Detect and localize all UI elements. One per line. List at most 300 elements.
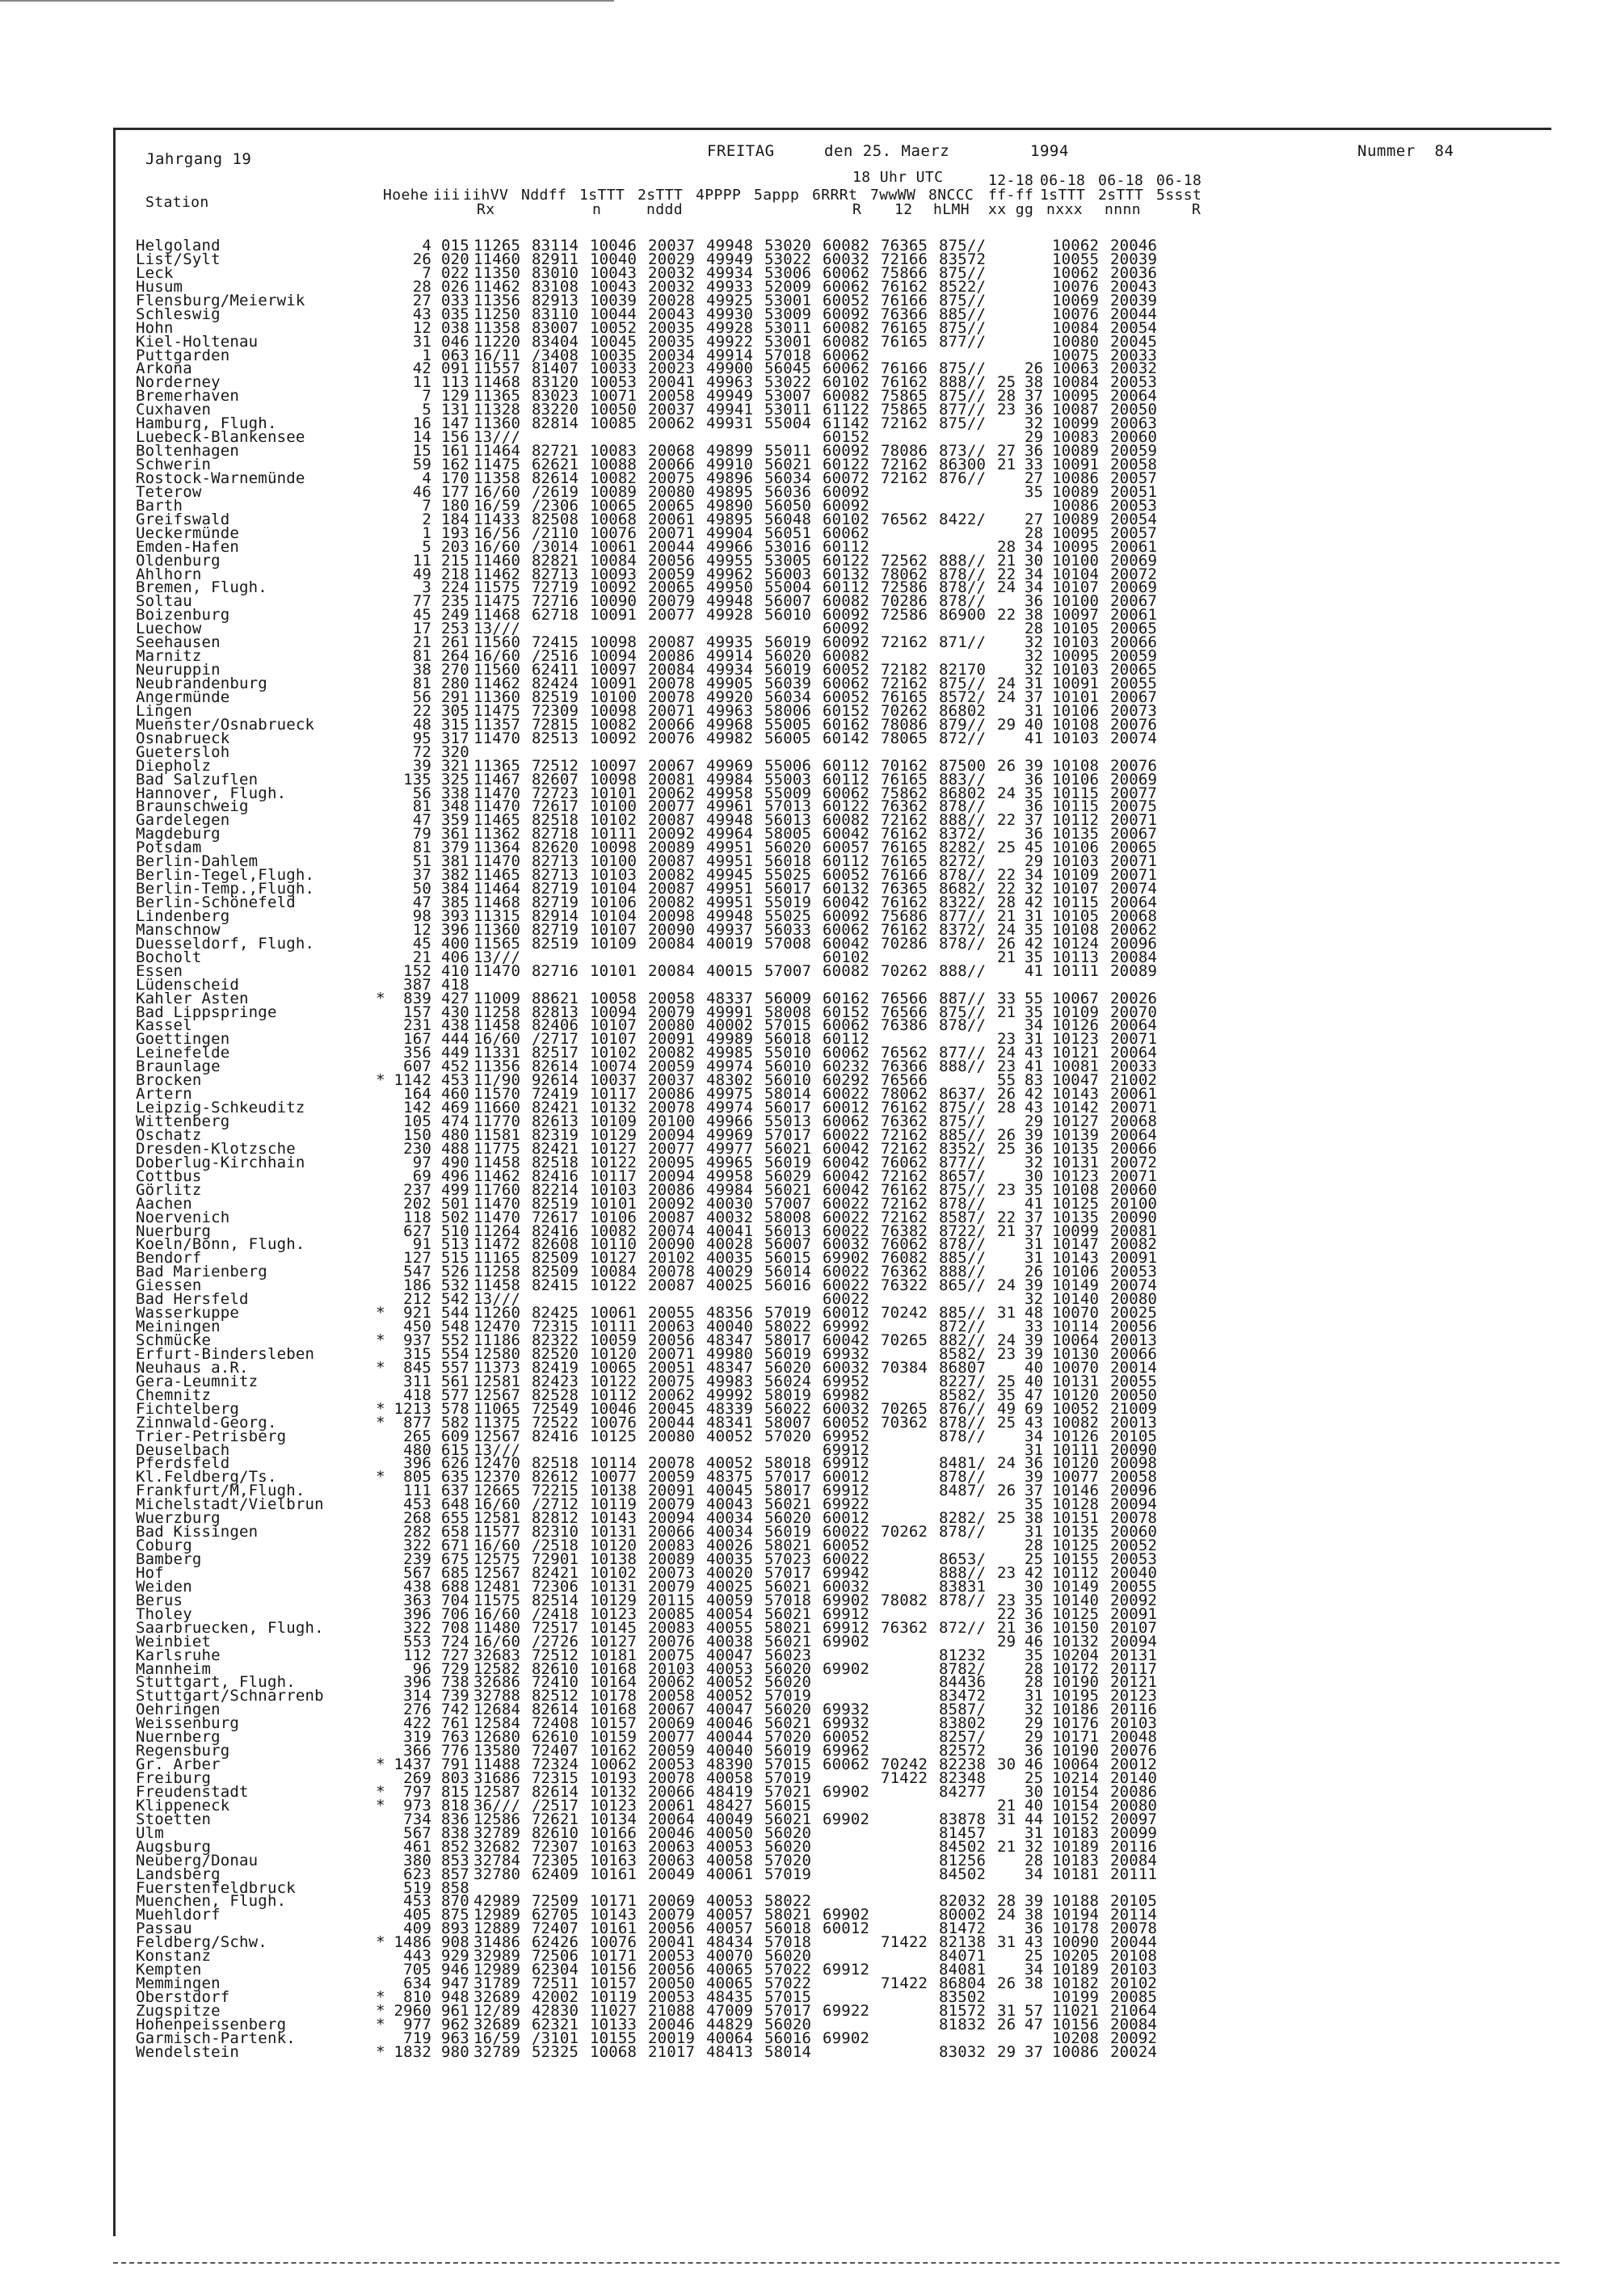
tmin-cell: 20050 <box>1110 401 1158 419</box>
iihvv-cell: 11775 <box>473 1139 521 1158</box>
gust-cell: 47 <box>1025 2015 1044 2033</box>
wwww-cell: 70242 <box>881 1756 928 1774</box>
rrrt-cell: 60012 <box>823 1509 870 1528</box>
high-station-mark-cell <box>370 540 391 554</box>
high-station-mark-cell <box>370 923 391 937</box>
rrrt-cell: 60022 <box>823 1208 870 1226</box>
iihvv-cell: 11470 <box>473 729 521 747</box>
hoehe-cell: 50 <box>412 880 431 898</box>
iihvv-cell: 12989 <box>473 1906 521 1924</box>
tmax-cell: 10172 <box>1052 1659 1100 1678</box>
tttt2-cell: 20077 <box>648 797 696 816</box>
high-station-mark-cell <box>370 965 391 978</box>
snow-cell <box>1168 595 1227 608</box>
snow-cell <box>1168 1813 1227 1827</box>
nccc-cell: 885// <box>939 305 987 323</box>
nccc-cell: 871// <box>939 633 987 652</box>
nccc-cell: 888// <box>939 551 987 570</box>
ff-max-cell: 25 <box>997 373 1016 392</box>
tttt2-cell: 20063 <box>648 1851 696 1869</box>
tttt2-cell: 20075 <box>648 1646 696 1664</box>
station-name-cell: Ueckermünde <box>136 524 240 542</box>
tttt2-cell: 20049 <box>648 1865 696 1883</box>
tttt2-cell: 20065 <box>648 578 696 597</box>
tttt1-cell: 10091 <box>590 606 638 624</box>
nddff-cell: 82322 <box>532 1331 579 1349</box>
tmax-cell: 10047 <box>1052 1071 1100 1090</box>
ff-max-cell: 24 <box>997 675 1016 692</box>
tttt2-cell: 20041 <box>648 1933 696 1952</box>
cell-spacer <box>431 1949 441 1963</box>
hoehe-cell: 11 <box>412 551 431 570</box>
ffff-header: ff-ff <box>988 187 1034 204</box>
gust-cell <box>1025 239 1052 253</box>
rrrt-cell: 60052 <box>823 1413 870 1432</box>
tmax-cell: 10106 <box>1052 701 1100 720</box>
gust-cell: 36 <box>1025 1742 1044 1760</box>
nccc-cell: 86300 <box>939 456 987 473</box>
tttt1-cell: 10119 <box>590 1988 638 2006</box>
ff-max-cell: 24 <box>997 1454 1016 1473</box>
ff-max-cell: 49 <box>997 1399 1016 1418</box>
hoehe-cell: 810 <box>403 1988 431 2006</box>
cell-spacer <box>431 882 441 896</box>
high-station-mark-cell <box>370 896 391 910</box>
tmin-cell: 20066 <box>1110 633 1158 652</box>
iii-cell: 035 <box>441 305 469 323</box>
cell-spacer <box>431 608 441 622</box>
appp-cell: 56034 <box>764 688 812 706</box>
tttt1-cell: 10164 <box>590 1673 638 1692</box>
snow-cell <box>1168 1799 1227 1813</box>
appp-cell: 56013 <box>764 811 812 830</box>
tttt1-cell: 10074 <box>590 1058 638 1076</box>
nddff-cell: 72410 <box>532 1673 579 1692</box>
tmax-cell: 10126 <box>1052 1427 1100 1445</box>
tttt1-cell: 10107 <box>590 920 638 939</box>
snow-cell <box>1168 513 1227 527</box>
tmin-cell: 20076 <box>1110 756 1158 775</box>
ff-max-cell: 22 <box>997 565 1016 583</box>
high-station-mark-cell <box>370 444 391 458</box>
rrrt-cell: 60062 <box>823 1756 870 1774</box>
high-station-mark-cell: * <box>376 1413 385 1432</box>
iihvv-cell: 12581 <box>473 1509 521 1528</box>
tttt2-cell: 20059 <box>648 1742 696 1760</box>
pppp-cell: 40055 <box>706 1618 754 1637</box>
wwww-cell <box>881 1676 939 1689</box>
nddff-cell: 72617 <box>532 797 579 816</box>
rrrt-cell: 60032 <box>823 1577 870 1596</box>
iii-cell: 427 <box>441 989 469 1007</box>
wwww-cell: 75686 <box>881 906 928 925</box>
rrrt-cell: 60092 <box>823 906 870 925</box>
hoehe-cell: 81 <box>412 797 431 816</box>
hoehe-cell: 79 <box>412 825 431 843</box>
cell-spacer <box>431 1430 441 1444</box>
wwww-cell: 76165 <box>881 318 928 337</box>
high-station-mark-cell <box>370 389 391 403</box>
hoehe-cell: 705 <box>403 1961 431 1979</box>
appp-cell: 57007 <box>764 1194 812 1213</box>
tttt1-cell: 10133 <box>590 2015 638 2033</box>
appp-cell: 57015 <box>764 1756 812 1774</box>
date-label: den 25. Maerz <box>824 142 950 160</box>
tmax-cell: 10091 <box>1052 675 1100 692</box>
tttt2-cell: 20058 <box>648 1687 696 1705</box>
tmin-cell: 20039 <box>1110 250 1158 268</box>
iihvv-cell: 11458 <box>473 1016 521 1035</box>
pppp-cell: 49914 <box>706 346 754 364</box>
nddff-cell: 62411 <box>532 661 579 679</box>
hoehe-cell: 12 <box>412 318 431 337</box>
tmin-cell: 20055 <box>1110 1372 1158 1390</box>
tmin-cell: 20131 <box>1110 1646 1158 1664</box>
cell-spacer <box>431 1032 441 1046</box>
tmax-cell: 10086 <box>1052 2042 1100 2061</box>
nddff-cell: 72522 <box>532 1413 579 1432</box>
pppp-cell: 49984 <box>706 770 754 788</box>
tmin-cell: 20105 <box>1110 1892 1158 1911</box>
pppp-cell: 40064 <box>706 2029 754 2047</box>
iihvv-cell: 11480 <box>473 1618 521 1637</box>
nddff-cell: 82813 <box>532 1003 579 1021</box>
station-name-cell: Muenchen, Flugh. <box>136 1892 287 1911</box>
iii-cell: 706 <box>441 1604 469 1623</box>
cell-spacer <box>431 1470 441 1484</box>
cell-spacer <box>431 663 441 677</box>
iii-cell: 858 <box>441 1878 469 1897</box>
nddff-cell: 72309 <box>532 701 579 720</box>
hoehe-cell: 282 <box>403 1523 431 1541</box>
tmin-cell: 20066 <box>1110 1344 1158 1363</box>
tttt2-cell: 20059 <box>648 1468 696 1487</box>
gust-cell: 36 <box>1025 592 1044 611</box>
rrrt-cell: 60032 <box>823 1358 870 1377</box>
iihvv-cell: 32683 <box>473 1646 521 1664</box>
high-station-mark-cell <box>370 650 391 663</box>
tmax-cell: 10139 <box>1052 1125 1100 1144</box>
nccc-cell: 82138 <box>939 1933 987 1952</box>
wwww-cell: 70262 <box>881 701 928 720</box>
snow-cell <box>1168 718 1227 732</box>
tmin-cell: 20071 <box>1110 866 1158 885</box>
pppp-cell: 49962 <box>706 565 754 583</box>
iii-cell: 015 <box>441 237 469 254</box>
ff-max-cell: 23 <box>997 1058 1016 1076</box>
nddff-cell: 72723 <box>532 784 579 802</box>
ff-max-cell <box>997 308 1025 322</box>
tmin-cell: 20071 <box>1110 852 1158 871</box>
station-name-cell: Hohn <box>136 318 174 337</box>
hoehe-cell: 5 <box>422 401 431 419</box>
tmax-cell: 10195 <box>1052 1687 1100 1705</box>
hoehe-cell: 921 <box>403 1304 431 1323</box>
tmin-cell: 20092 <box>1110 2029 1158 2047</box>
nddff-cell: 62409 <box>532 1865 579 1883</box>
appp-cell: 57017 <box>764 1468 812 1487</box>
tmax-cell: 10208 <box>1052 2029 1100 2047</box>
ff-max-cell: 29 <box>997 715 1016 734</box>
tttt1-cell: 10102 <box>590 1563 638 1582</box>
wwww-cell <box>881 1882 939 1895</box>
ff-max-cell: 21 <box>997 456 1016 473</box>
rrrt-cell: 60082 <box>823 592 870 611</box>
nccc-cell: 86807 <box>939 1358 987 1377</box>
gust-cell: 40 <box>1025 1372 1044 1390</box>
high-station-mark-cell <box>370 322 391 335</box>
ff-max-cell <box>997 486 1025 499</box>
station-name-cell: Pferdsfeld <box>136 1454 230 1473</box>
tttt1-cell: 10093 <box>590 565 638 583</box>
pppp-cell: 49969 <box>706 1125 754 1144</box>
tmin-cell: 20084 <box>1110 948 1158 966</box>
snow-cell <box>1168 773 1227 787</box>
iii-cell: 384 <box>441 880 469 898</box>
hoehe-cell: 405 <box>403 1906 431 1924</box>
ff-max-cell: 25 <box>997 1509 1016 1528</box>
rrrt-cell: 60122 <box>823 551 870 570</box>
iii-cell: 215 <box>441 551 469 570</box>
hoehe-cell: 46 <box>412 482 431 501</box>
station-name-cell: Wendelstein <box>136 2042 240 2061</box>
rrrt-cell: 60062 <box>823 360 870 378</box>
snow-cell <box>1168 827 1227 841</box>
iihvv-cell: 11468 <box>473 373 521 392</box>
cell-spacer <box>431 1963 441 1977</box>
wwww-cell: 78065 <box>881 729 928 747</box>
tttt2-cell: 20056 <box>648 1961 696 1979</box>
tttt2-cell: 20041 <box>648 373 696 392</box>
iii-cell: 430 <box>441 1003 469 1021</box>
wwww-cell <box>881 1991 939 2004</box>
wwww-cell: 75866 <box>881 263 928 282</box>
gust-cell: 41 <box>1025 1058 1044 1076</box>
tmin-cell: 20051 <box>1110 482 1158 501</box>
appp-cell: 53009 <box>764 305 812 323</box>
iihvv-cell: 11462 <box>473 565 521 583</box>
iii-cell: 836 <box>441 1810 469 1828</box>
tmax-cell: 10103 <box>1052 633 1100 652</box>
high-station-mark-cell <box>370 1129 391 1142</box>
rrrt-cell: 60152 <box>823 701 870 720</box>
nccc-cell: 882// <box>939 1331 987 1349</box>
tttt2-cell: 20086 <box>648 647 696 666</box>
ff-max-cell: 24 <box>997 1276 1016 1295</box>
tmax-cell: 11021 <box>1052 2001 1100 2020</box>
nddff-cell: 82614 <box>532 469 579 487</box>
tttt2-cell: 20066 <box>648 456 696 473</box>
pppp-cell: 40034 <box>706 1523 754 1541</box>
cell-spacer <box>431 1225 441 1238</box>
nddff-cell: /2726 <box>532 1632 579 1651</box>
gust-cell <box>1025 308 1052 322</box>
wwww-cell <box>881 2032 939 2046</box>
tttt2-cell: 20053 <box>648 1947 696 1966</box>
gust-cell: 40 <box>1025 715 1044 734</box>
station-name-cell: Diepholz <box>136 756 212 775</box>
appp-cell: 56021 <box>764 1810 812 1828</box>
high-station-mark-cell <box>370 1211 391 1225</box>
nccc-cell: 8272/ <box>939 852 987 871</box>
iii-cell: 515 <box>441 1249 469 1268</box>
high-station-mark-cell <box>370 868 391 882</box>
pppp-cell: 40025 <box>706 1276 754 1295</box>
rrrt-cell <box>823 1854 881 1868</box>
cell-spacer <box>431 1772 441 1785</box>
tmax-cell: 10176 <box>1052 1714 1100 1733</box>
ff-max-cell <box>997 1663 1025 1676</box>
iihvv-cell: 32788 <box>473 1687 521 1705</box>
nccc-cell: 875// <box>939 675 987 692</box>
tttt2-cell: 20076 <box>648 729 696 747</box>
snow-cell <box>1168 1156 1227 1170</box>
iihvv-cell: 11264 <box>473 1222 521 1240</box>
hoehe-cell: 49 <box>412 565 431 583</box>
nddff-cell: 83220 <box>532 401 579 419</box>
nccc-cell: 878// <box>939 1591 987 1609</box>
tttt1-cell: 10161 <box>590 1920 638 1938</box>
pppp-cell: 40040 <box>706 1318 754 1336</box>
appp-cell: 57018 <box>764 1591 812 1609</box>
snow-cell <box>1168 677 1227 691</box>
cell-spacer <box>431 1306 441 1320</box>
nddff-cell: 62426 <box>532 1933 579 1952</box>
nddff-cell: 82509 <box>532 1249 579 1268</box>
tttt2-cell: 20044 <box>648 1413 696 1432</box>
snow-cell <box>1168 732 1227 746</box>
high-station-mark-cell <box>370 1484 391 1498</box>
tmax-cell: 10115 <box>1052 784 1100 802</box>
pppp-cell: 40029 <box>706 1263 754 1281</box>
tttt1-cell: 10100 <box>590 688 638 706</box>
nddff-cell: 72901 <box>532 1550 579 1568</box>
appp-cell: 56048 <box>764 510 812 528</box>
appp-cell: 56007 <box>764 592 812 611</box>
gust-cell <box>1025 280 1052 294</box>
nccc-cell: 8257/ <box>939 1728 987 1747</box>
tmax-cell: 10108 <box>1052 756 1100 775</box>
iii-cell: 382 <box>441 866 469 885</box>
tmax-cell: 10105 <box>1052 906 1100 925</box>
rrrt-cell: 60152 <box>823 428 870 447</box>
iii-cell: 444 <box>441 1030 469 1049</box>
tttt1-cell: 10090 <box>590 592 638 611</box>
hoehe-cell: 396 <box>403 1604 431 1623</box>
iihvv-cell: 12584 <box>473 1714 521 1733</box>
tttt1-cell: 10104 <box>590 906 638 925</box>
appp-cell: 56039 <box>764 675 812 692</box>
snow-cell <box>1168 1908 1227 1922</box>
tttt1-cell: 10159 <box>590 1728 638 1747</box>
pppp-cell: 49963 <box>706 373 754 392</box>
nddff-cell: 82913 <box>532 291 579 309</box>
table-row <box>136 1974 1558 1993</box>
cell-spacer <box>431 814 441 827</box>
pppp-cell: 49991 <box>706 1003 754 1021</box>
tttt1-cell: 10112 <box>590 1386 638 1404</box>
tmax-cell: 10097 <box>1052 606 1100 624</box>
iihvv-cell: 11165 <box>473 1249 521 1268</box>
snow-cell <box>1168 1444 1227 1457</box>
nccc-cell: 8587/ <box>939 1208 987 1226</box>
station-name-cell: Schwerin <box>136 456 212 473</box>
gust-cell: 36 <box>1025 442 1044 460</box>
iii-cell: 818 <box>441 1796 469 1815</box>
tmax-cell: 10112 <box>1052 811 1100 830</box>
snow-cell <box>1168 1046 1227 1060</box>
nddff-cell: 82518 <box>532 1454 579 1473</box>
iihvv-cell: 11365 <box>473 756 521 775</box>
tmax-cell: 10109 <box>1052 1003 1100 1021</box>
high-station-mark-cell <box>370 1730 391 1744</box>
cell-spacer <box>431 1444 441 1457</box>
tttt1-cell: 10129 <box>590 1591 638 1609</box>
station-name-cell: Erfurt-Bindersleben <box>136 1344 315 1363</box>
gust-cell: 29 <box>1025 1112 1044 1130</box>
station-name-cell: Fuerstenfeldbruck <box>136 1878 296 1897</box>
high-station-mark-cell <box>370 362 391 376</box>
hoehe-cell: 45 <box>412 934 431 952</box>
gust-cell <box>1025 335 1052 349</box>
station-name-cell: Nuerburg <box>136 1222 212 1240</box>
nccc-cell: 872// <box>939 729 987 747</box>
iihvv-cell: 11470 <box>473 1194 521 1213</box>
tmax-cell: 10100 <box>1052 592 1100 611</box>
nddff-cell: 82914 <box>532 906 579 925</box>
nddff-cell: 72407 <box>532 1920 579 1938</box>
station-name-cell: Ahlhorn <box>136 565 202 583</box>
wwww-cell: 72162 <box>881 414 928 433</box>
tmin-cell: 20053 <box>1110 1263 1158 1281</box>
rrrt-cell: 60032 <box>823 1235 870 1254</box>
snow-cell <box>1168 444 1227 458</box>
tmax-cell: 10090 <box>1052 1933 1100 1952</box>
iii-cell: 526 <box>441 1263 469 1281</box>
gust-cell: 42 <box>1025 934 1044 952</box>
high-station-mark-cell: * <box>376 1796 385 1815</box>
high-station-mark-cell <box>370 1539 391 1553</box>
hoehe-cell: 1486 <box>393 1933 431 1952</box>
tmax-cell: 10086 <box>1052 469 1100 487</box>
gust-cell: 29 <box>1025 1714 1044 1733</box>
cell-spacer <box>431 896 441 910</box>
tttt1-cell: 10100 <box>590 852 638 871</box>
hoehe-cell: 51 <box>412 852 431 871</box>
high-station-mark-cell <box>370 1949 391 1963</box>
table-row <box>136 961 1558 980</box>
gust-cell: 40 <box>1025 1358 1044 1377</box>
station-name-cell: Boltenhagen <box>136 442 240 460</box>
tttt1-cell: 10117 <box>590 1167 638 1185</box>
tmax-cell: 10062 <box>1052 237 1100 254</box>
cell-spacer <box>431 1566 441 1580</box>
cell-spacer <box>431 1539 441 1553</box>
rrrt-cell: 60062 <box>823 1044 870 1062</box>
wwww-cell: 76386 <box>881 1016 928 1035</box>
appp-cell: 56021 <box>764 1577 812 1596</box>
iii-cell: 438 <box>441 1016 469 1035</box>
tttt2-cell: 20094 <box>648 1125 696 1144</box>
appp-cell: 55005 <box>764 715 812 734</box>
tmin-cell: 20096 <box>1110 1482 1158 1500</box>
ff-max-cell <box>997 253 1025 267</box>
rrrt-cell <box>823 2046 881 2059</box>
rrrt-cell: 60122 <box>823 456 870 473</box>
snow-cell <box>1168 787 1227 801</box>
iii-cell: 224 <box>441 578 469 597</box>
cell-spacer <box>431 855 441 868</box>
